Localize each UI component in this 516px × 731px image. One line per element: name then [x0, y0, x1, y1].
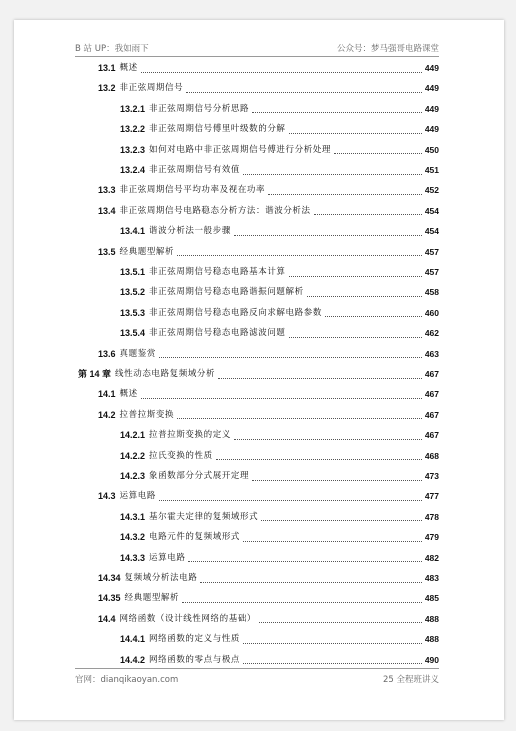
toc-leader-dots — [234, 439, 422, 440]
toc-entry-number: 14.4.1 — [120, 634, 146, 645]
toc-entry-number: 13.3 — [98, 185, 116, 196]
toc-leader-dots — [261, 520, 422, 521]
toc-leader-dots — [289, 337, 422, 338]
toc-entry[interactable] — [120, 262, 439, 282]
toc-entry-number: 14.4.2 — [120, 654, 146, 665]
toc-entry[interactable] — [78, 364, 439, 384]
toc-entry-page: 468 — [424, 450, 439, 461]
toc-entry-number: 13.5.4 — [120, 328, 146, 339]
toc-entry-number: 14.35 — [98, 593, 121, 604]
toc-leader-dots — [243, 541, 422, 542]
footer-course-text: 25 全程班讲义 — [382, 675, 439, 685]
toc-entry-number: 14.3.2 — [120, 532, 146, 543]
toc-leader-dots — [186, 92, 422, 93]
toc-entry-title: 概述 — [119, 389, 138, 400]
toc-entry-page: 454 — [424, 205, 439, 216]
page-header — [75, 42, 439, 57]
toc-entry[interactable] — [120, 466, 439, 486]
toc-leader-dots — [289, 133, 422, 134]
toc-entry-title: 运算电路 — [119, 491, 156, 502]
toc-entry-page: 457 — [424, 267, 439, 277]
toc-entry-page: 451 — [424, 165, 439, 175]
toc-entry-title: 电路元件的复频域形式 — [149, 532, 241, 543]
toc-leader-dots — [334, 153, 422, 154]
toc-entry-number: 14.2.2 — [120, 450, 146, 461]
toc-leader-dots — [243, 663, 422, 664]
toc-leader-dots — [314, 214, 422, 215]
toc-entry-number: 13.4 — [98, 205, 116, 216]
toc-entry-title: 非正弦周期信号稳态电路滤波问题 — [149, 328, 286, 339]
toc-entry-page: 477 — [424, 491, 439, 502]
toc-entry-page: 488 — [424, 634, 439, 645]
toc-entry[interactable] — [120, 507, 439, 527]
toc-entry-page: 462 — [424, 328, 439, 339]
toc-leader-dots — [218, 378, 422, 379]
toc-leader-dots — [252, 112, 422, 113]
page-footer — [75, 668, 439, 686]
toc-entry[interactable] — [120, 425, 439, 445]
toc-entry-page: 457 — [424, 246, 439, 257]
toc-entry[interactable] — [120, 160, 439, 180]
toc-entry-title: 非正弦周期信号稳态电路基本计算 — [149, 267, 286, 277]
toc-leader-dots — [289, 276, 422, 277]
toc-entry-number: 14.3.1 — [120, 511, 146, 522]
toc-entry-title: 网络函数（设计线性网络的基础） — [119, 613, 257, 624]
toc-entry-page: 467 — [424, 430, 439, 441]
toc-leader-dots — [216, 459, 422, 460]
toc-entry-title: 象函数部分分式展开定理 — [149, 471, 250, 481]
toc-entry-number: 14.4 — [98, 613, 116, 624]
toc-entry-title: 概述 — [119, 63, 138, 73]
toc-entry-number: 13.4.1 — [120, 226, 146, 237]
toc-entry[interactable] — [120, 527, 439, 547]
toc-entry-title: 运算电路 — [149, 552, 186, 563]
toc-entry-title: 拉氏变换的性质 — [149, 450, 213, 461]
toc-entry-number: 14.1 — [98, 389, 116, 400]
toc-entry-title: 非正弦周期信号 — [119, 83, 184, 94]
toc-leader-dots — [243, 174, 422, 175]
toc-entry-title: 拉普拉斯变换 — [119, 409, 175, 420]
toc-leader-dots — [159, 357, 422, 358]
toc-entry-page: 478 — [424, 511, 439, 522]
toc-entry-number: 第 14 章 — [78, 369, 112, 379]
toc-entry[interactable] — [120, 548, 439, 568]
toc-entry-title: 真题鉴赏 — [119, 348, 156, 359]
toc-leader-dots — [252, 480, 422, 481]
toc-entry-number: 14.2.1 — [120, 430, 146, 441]
toc-entry-page: 490 — [424, 654, 439, 665]
toc-entry-number: 14.2.3 — [120, 471, 146, 481]
toc-entry-title: 拉普拉斯变换的定义 — [149, 430, 231, 441]
toc-entry-page: 467 — [424, 389, 439, 400]
toc-entry[interactable] — [120, 629, 439, 649]
toc-entry-page: 449 — [424, 124, 439, 135]
toc-entry-page: 485 — [424, 593, 439, 604]
toc-entry-number: 14.2 — [98, 409, 116, 420]
toc-leader-dots — [188, 561, 421, 562]
toc-entry-title: 非正弦周期信号稳态电路谐振问题解析 — [149, 287, 304, 298]
toc-entry[interactable] — [98, 486, 439, 506]
toc-entry-number: 14.34 — [98, 573, 121, 583]
toc-entry[interactable] — [120, 99, 439, 119]
toc-entry-page: 450 — [424, 144, 439, 155]
toc-entry-page: 467 — [424, 409, 439, 420]
toc-entry-page: 473 — [424, 471, 439, 481]
toc-entry-page: 482 — [424, 552, 439, 563]
toc-leader-dots — [307, 296, 422, 297]
toc-entry[interactable] — [98, 242, 439, 262]
toc-leader-dots — [141, 72, 422, 73]
toc-entry-number: 13.5.3 — [120, 307, 146, 318]
toc-entry-page: 460 — [424, 307, 439, 318]
toc-entry[interactable] — [98, 405, 439, 425]
toc-leader-dots — [243, 643, 422, 644]
toc-entry-number: 13.2.4 — [120, 165, 146, 175]
toc-entry[interactable] — [120, 221, 439, 241]
toc-entry-number: 13.2.2 — [120, 124, 146, 135]
toc-entry[interactable] — [98, 384, 439, 404]
toc-leader-dots — [234, 235, 422, 236]
toc-entry[interactable] — [98, 201, 439, 221]
toc-entry[interactable] — [120, 446, 439, 466]
toc-leader-dots — [259, 622, 422, 623]
toc-entry-number: 13.6 — [98, 348, 116, 359]
toc-entry-title: 非正弦周期信号平均功率及视在功率 — [119, 185, 266, 196]
toc-entry[interactable] — [120, 140, 439, 160]
toc-entry[interactable] — [120, 282, 439, 302]
toc-entry[interactable] — [98, 344, 439, 364]
toc-entry-title: 谐波分析法一般步骤 — [149, 226, 231, 237]
toc-entry[interactable] — [98, 609, 439, 629]
toc-leader-dots — [200, 582, 421, 583]
toc-entry-title: 非正弦周期信号傅里叶级数的分解 — [149, 124, 286, 135]
toc-entry-page: 449 — [424, 83, 439, 94]
toc-entry-title: 经典题型解析 — [124, 593, 180, 604]
toc-entry[interactable] — [98, 180, 439, 200]
toc-entry-title: 网络函数的定义与性质 — [149, 634, 241, 645]
toc-leader-dots — [177, 418, 422, 419]
toc-leader-dots — [177, 255, 422, 256]
toc-entry-title: 复频域分析法电路 — [124, 573, 198, 583]
toc-leader-dots — [159, 500, 422, 501]
toc-entry[interactable] — [98, 58, 439, 78]
toc-entry-number: 13.5 — [98, 246, 116, 257]
toc-entry-title: 如何对电路中非正弦周期信号傅进行分析处理 — [149, 144, 332, 155]
toc-entry-number: 13.5.1 — [120, 267, 146, 277]
toc-entry-title: 非正弦周期信号有效值 — [149, 165, 241, 175]
toc-entry-page: 488 — [424, 613, 439, 624]
toc-entry-page: 452 — [424, 185, 439, 196]
toc-leader-dots — [325, 316, 422, 317]
toc-entry-number: 13.5.2 — [120, 287, 146, 298]
toc-entry-title: 基尔霍夫定律的复频域形式 — [149, 511, 259, 522]
toc-entry-number: 13.2 — [98, 83, 116, 94]
toc-entry[interactable] — [120, 323, 439, 343]
toc-entry-page: 479 — [424, 532, 439, 543]
header-bilibili-text: B 站 UP：我如雨下 — [75, 44, 149, 54]
toc-entry-number: 14.3.3 — [120, 552, 146, 563]
toc-entry-page: 463 — [424, 348, 439, 359]
toc-entry-number: 13.2.1 — [120, 103, 146, 114]
header-wechat-text: 公众号：梦马强哥电路课堂 — [336, 44, 439, 54]
footer-website-text: 官网：dianqikaoyan.com — [75, 675, 179, 685]
toc-entry-number: 13.1 — [98, 63, 116, 73]
toc-leader-dots — [268, 194, 422, 195]
toc-entry-number: 13.2.3 — [120, 144, 146, 155]
toc-entry[interactable] — [98, 568, 439, 588]
toc-entry-number: 14.3 — [98, 491, 116, 502]
toc-entry-title: 网络函数的零点与极点 — [149, 654, 241, 665]
toc-entry[interactable] — [120, 650, 439, 670]
toc-entry-page: 449 — [424, 103, 439, 114]
toc-entry[interactable] — [98, 588, 439, 608]
toc-entry-page: 449 — [424, 63, 439, 73]
toc-entry[interactable] — [120, 119, 439, 139]
toc-entry-page: 458 — [424, 287, 439, 298]
toc-entry[interactable] — [120, 303, 439, 323]
toc-leader-dots — [141, 398, 422, 399]
toc-leader-dots — [182, 602, 422, 603]
toc-entry-page: 454 — [424, 226, 439, 237]
toc-entry-title: 非正弦周期信号分析思路 — [149, 103, 250, 114]
toc-entry-page: 483 — [424, 573, 439, 583]
toc-entry-page: 467 — [424, 369, 439, 379]
toc-entry-title: 非正弦周期信号电路稳态分析方法：谐波分析法 — [119, 205, 311, 216]
toc-entry-title: 线性动态电路复频域分析 — [115, 369, 216, 379]
toc-entry-title: 非正弦周期信号稳态电路反向求解电路参数 — [149, 307, 322, 318]
toc-entry-title: 经典题型解析 — [119, 246, 175, 257]
toc-entry[interactable] — [98, 78, 439, 98]
